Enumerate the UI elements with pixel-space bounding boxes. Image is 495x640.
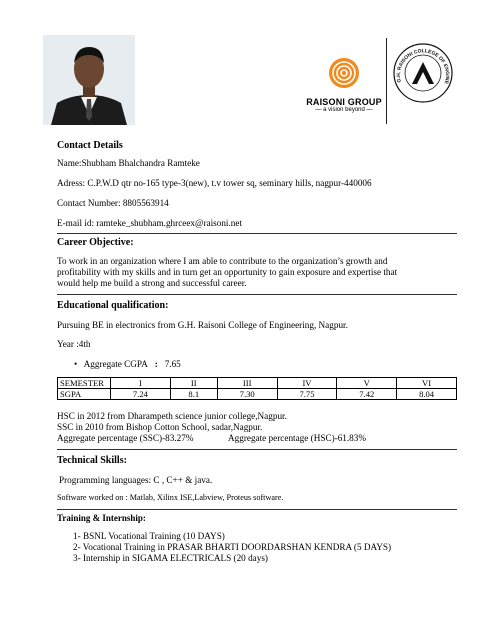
contact-heading: Contact Details <box>57 140 123 151</box>
table-cell: 8.1 <box>170 389 217 400</box>
aggregate-ssc: Aggregate percentage (SSC)-83.27% <box>57 433 194 443</box>
career-line-2: profitability with my skills and in turn get an opportunity to gain exposure and expertise that <box>57 267 398 277</box>
logo-name: RAISONI GROUP <box>306 97 382 107</box>
table-cell: 7.42 <box>337 389 397 400</box>
training-item-3: 3- Internship in SIGAMA ELECTRICALS (20 days) <box>73 553 268 563</box>
skills-software: Software worked on : Matlab, Xilinx ISE,Labview, Proteus software. <box>57 493 284 502</box>
training-heading: Training & Internship: <box>57 513 146 523</box>
contact-address: Adress: C.P.W.D qtr no-165 type-3(new), t.v tower sq, seminary hills, nagpur-440006 <box>57 178 372 188</box>
section-rule <box>57 509 457 510</box>
hsc-line: HSC in 2012 from Dharampeth science junior college,Nagpur. <box>57 411 287 421</box>
ssc-line: SSC in 2010 from Bishop Cotton School, sadar,Nagpur. <box>57 422 263 432</box>
career-line-3: would help me build a strong and successful career. <box>57 278 247 288</box>
logo-tagline: — a vision beyond — <box>315 107 373 113</box>
raisoni-group-logo <box>305 56 383 113</box>
logo-divider <box>386 38 387 124</box>
svg-text:G.H. RAISONI COLLEGE OF ENGINE: G.H. RAISONI COLLEGE OF ENGINE <box>395 48 451 85</box>
cgpa-separator: : <box>154 359 158 369</box>
table-cell: 7.30 <box>217 389 277 400</box>
skills-heading: Technical Skills: <box>57 455 127 466</box>
training-item-2: 2- Vocational Training in PRASAR BHARTI DOORDARSHAN KENDRA (5 DAYS) <box>73 542 392 552</box>
career-line-1: To work in an organization where I am able to contribute to the organization’s growth and <box>57 256 388 266</box>
spiral-logo-icon <box>305 56 383 92</box>
table-cell: 7.75 <box>277 389 337 400</box>
table-cell: VI <box>397 378 457 389</box>
section-rule <box>57 294 457 295</box>
table-cell: SEMESTER <box>58 378 111 389</box>
table-cell: I <box>111 378 171 389</box>
table-cell: V <box>337 378 397 389</box>
contact-name: Name:Shubham Bhalchandra Ramteke <box>57 158 200 168</box>
aggregate-hsc: Aggregate percentage (HSC)-61.83% <box>228 433 367 443</box>
cgpa-value: 7.65 <box>164 359 181 369</box>
contact-number: Contact Number: 8805563914 <box>57 198 169 208</box>
sgpa-table <box>57 377 457 400</box>
table-cell: III <box>217 378 277 389</box>
bullet-icon: • <box>74 359 78 369</box>
skills-languages: Programming languages: C , C++ & java. <box>59 475 213 485</box>
section-rule <box>57 233 457 234</box>
table-row <box>58 378 457 389</box>
profile-photo <box>43 35 135 125</box>
education-heading: Educational qualification: <box>57 300 169 311</box>
career-heading: Career Objective: <box>57 237 134 248</box>
table-cell: 8.04 <box>397 389 457 400</box>
table-cell: 7.24 <box>111 389 171 400</box>
education-year: Year :4th <box>57 339 91 349</box>
table-cell: IV <box>277 378 337 389</box>
section-rule <box>57 449 457 450</box>
education-pursuing: Pursuing BE in electronics from G.H. Raisoni College of Engineering, Nagpur. <box>57 320 348 330</box>
college-seal-logo <box>392 42 454 104</box>
table-row <box>58 389 457 400</box>
contact-email: E-mail id: ramteke_shubham.ghrceex@raisoni.net <box>57 218 243 228</box>
table-cell: II <box>170 378 217 389</box>
table-cell: SGPA <box>58 389 111 400</box>
training-item-1: 1- BSNL Vocational Training (10 DAYS) <box>73 531 225 541</box>
cgpa-label: Aggregate CGPA <box>83 359 148 369</box>
cgpa-line <box>74 359 181 369</box>
